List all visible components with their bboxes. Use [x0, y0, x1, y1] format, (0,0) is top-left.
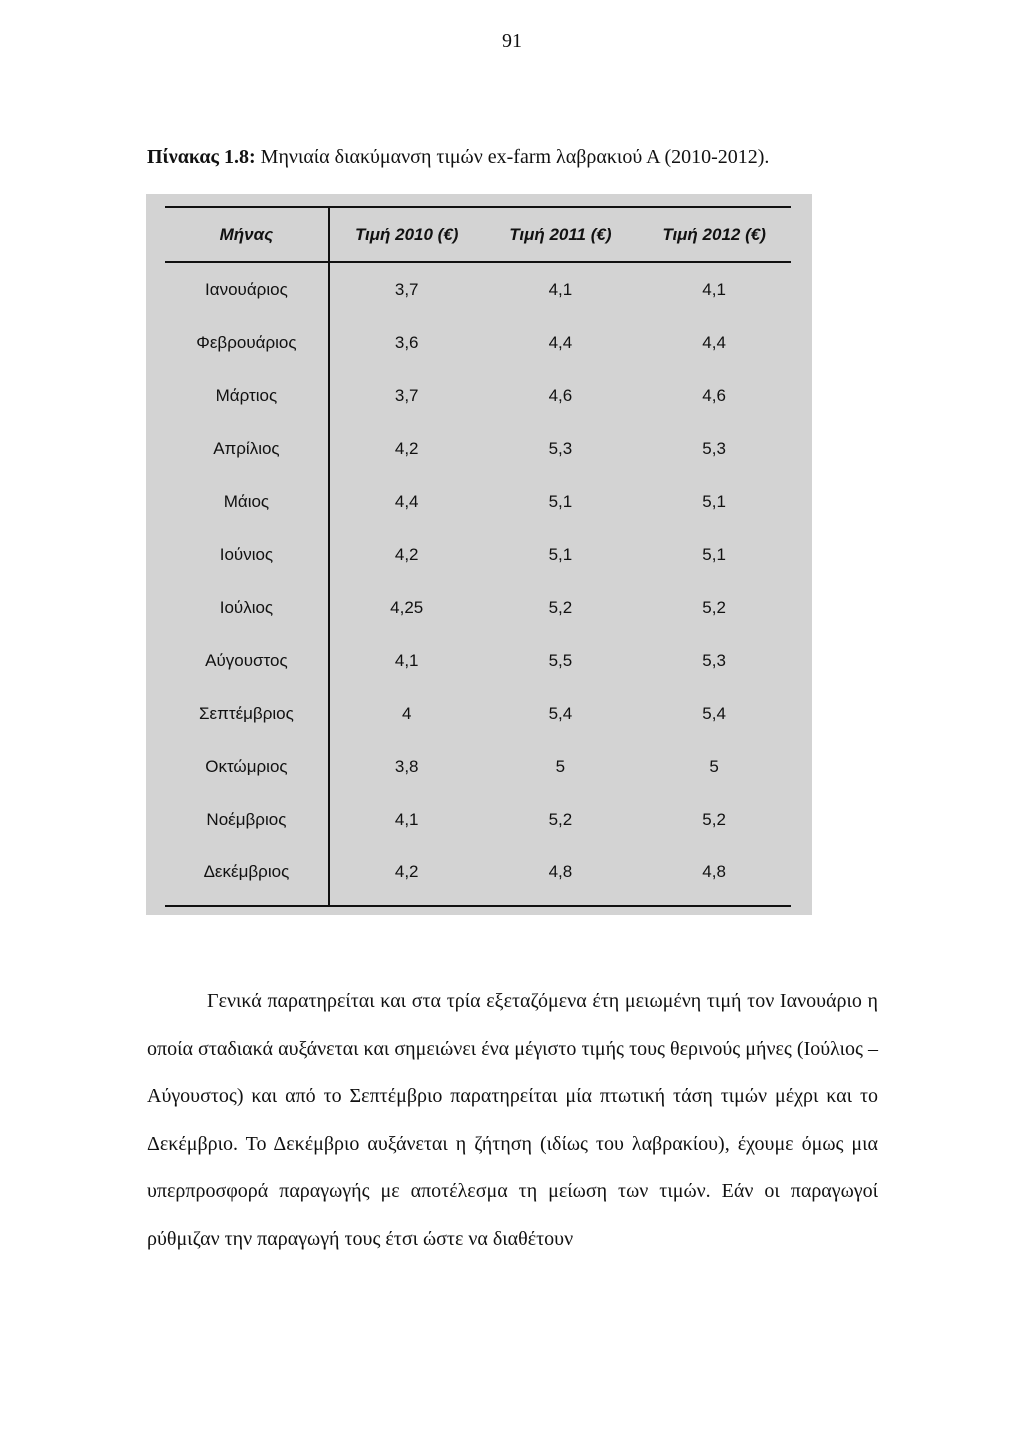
cell-price-2011: 5,5	[548, 650, 573, 670]
cell-price-2011: 4,1	[548, 279, 573, 299]
cell-month: Αύγουστος	[165, 634, 329, 687]
cell-price-2012: 4,6	[702, 385, 726, 405]
cell-price-2011: 5,2	[548, 597, 573, 617]
table-row	[165, 369, 791, 422]
header-price-2011: Τιμή 2011 (€)	[484, 207, 638, 262]
cell-price-2010: 3,7	[394, 279, 419, 299]
cell-price-2012: 5,3	[702, 438, 726, 458]
cell-price-2010: 4,4	[394, 491, 419, 511]
table-row	[165, 581, 791, 634]
cell-price-2010: 4,25	[390, 597, 424, 617]
caption-text: Μηνιαία διακύμανση τιμών ex-farm λαβρακιού Α (2010-2012).	[255, 146, 770, 168]
table-row	[165, 740, 791, 793]
cell-month: Μάρτιος	[165, 369, 329, 422]
cell-price-2010: 4,2	[394, 544, 419, 564]
cell-price-2011: 5,1	[548, 491, 573, 511]
table-row	[165, 793, 791, 846]
cell-price-2010: 4,1	[394, 650, 419, 670]
body-paragraph: Γενικά παρατηρείται και στα τρία εξεταζόμενα έτη μειωμένη τιμή τον Ιανουάριο η οποία σταδιακά αυξάνεται και σημειώνει ένα μέγιστο τιμής τους θερινούς μήνες (Ιούλιος – Αύγουστος) και από το Σεπτέμβριο παρατηρείται μία πτωτική τάση τιμών μέχρι και το Δεκέμβριο. Το Δεκέμβριο αυξάνεται η ζήτηση (ιδίως του λαβρακίου), έχουμε όμως μια υπερπροσφορά παραγωγής με αποτέλεσμα τη μείωση των τιμών. Εάν οι παραγωγοί ρύθμιζαν την παραγωγή τους έτσι ώστε να διαθέτουν	[147, 990, 878, 1250]
table-row	[165, 846, 791, 906]
table-row	[165, 422, 791, 475]
table-row	[165, 687, 791, 740]
cell-price-2012: 4,4	[702, 332, 726, 352]
cell-month: Μάιος	[165, 475, 329, 528]
cell-price-2011: 5,3	[548, 438, 573, 458]
price-table	[165, 206, 791, 907]
page-number: 91	[502, 30, 522, 52]
cell-price-2010: 3,7	[394, 385, 419, 405]
cell-price-2012: 5,3	[702, 650, 726, 670]
cell-price-2012: 5,2	[702, 809, 726, 829]
header-price-2012: Τιμή 2012 (€)	[637, 207, 791, 262]
table-row	[165, 262, 791, 316]
cell-price-2012: 5,2	[702, 597, 726, 617]
cell-price-2010: 4,2	[329, 846, 484, 906]
cell-price-2011: 4,8	[484, 846, 638, 906]
cell-month: Δεκέμβριος	[165, 846, 329, 906]
cell-price-2012: 4,1	[702, 279, 726, 299]
cell-price-2010: 3,6	[394, 332, 419, 352]
cell-month: Φεβρουάριος	[165, 316, 329, 369]
cell-price-2011: 5,4	[548, 703, 573, 723]
cell-price-2011: 4,4	[548, 332, 573, 352]
cell-month: Απρίλιος	[165, 422, 329, 475]
cell-price-2011: 5,2	[548, 809, 573, 829]
cell-month: Νοέμβριος	[165, 793, 329, 846]
table-header-row	[165, 207, 791, 262]
cell-price-2010: 4	[401, 703, 412, 723]
cell-price-2012: 5,1	[702, 491, 726, 511]
table-row	[165, 634, 791, 687]
cell-month: Σεπτέμβριος	[165, 687, 329, 740]
cell-price-2010: 3,8	[394, 756, 419, 776]
table-row	[165, 475, 791, 528]
cell-price-2012: 4,8	[637, 846, 791, 906]
cell-price-2012: 5	[709, 756, 719, 776]
cell-price-2011: 4,6	[548, 385, 573, 405]
cell-month: Ιούλιος	[165, 581, 329, 634]
cell-month: Οκτώμριος	[165, 740, 329, 793]
header-month: Μήνας	[165, 207, 329, 262]
cell-price-2012: 5,4	[702, 703, 726, 723]
table-caption	[147, 146, 887, 169]
table-row	[165, 528, 791, 581]
table-panel	[146, 194, 812, 915]
table-row	[165, 316, 791, 369]
cell-price-2010: 4,1	[394, 809, 419, 829]
cell-price-2012: 5,1	[702, 544, 726, 564]
cell-month: Ιανουάριος	[165, 262, 329, 316]
cell-price-2010: 4,2	[394, 438, 419, 458]
cell-month: Ιούνιος	[165, 528, 329, 581]
cell-price-2011: 5	[555, 756, 566, 776]
caption-label: Πίνακας 1.8:	[147, 146, 256, 168]
cell-price-2011: 5,1	[548, 544, 573, 564]
header-price-2010: Τιμή 2010 (€)	[329, 207, 484, 262]
